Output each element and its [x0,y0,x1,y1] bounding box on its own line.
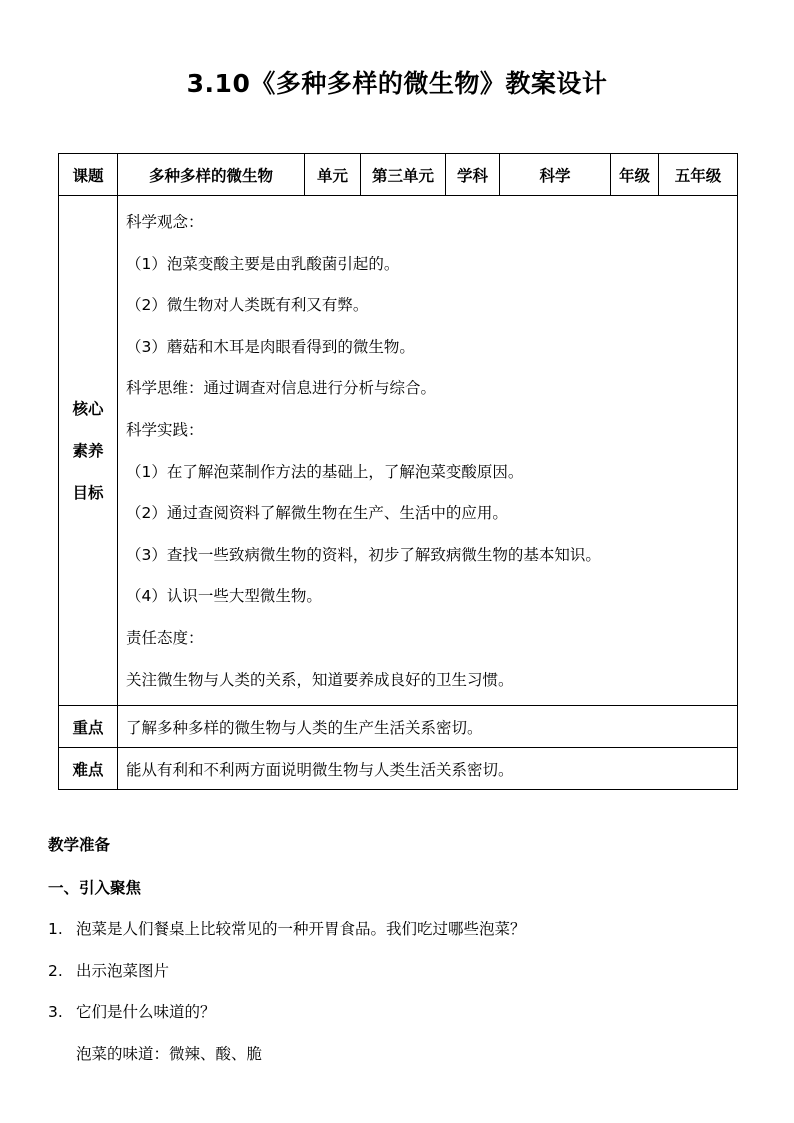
topic-value: 多种多样的微生物 [118,154,305,196]
goal-line: （2）微生物对人类既有利又有弊。 [126,296,369,315]
list-item [48,959,748,981]
key-point-label: 重点 [59,706,118,748]
subject-label: 学科 [446,154,500,196]
core-goals-label: 核心 素养 目标 [59,196,118,706]
core-goals-row [59,196,738,706]
list-text: 泡菜是人们餐桌上比较常见的一种开胃食品。我们吃过哪些泡菜？ [76,920,526,938]
list-number: 2. [48,962,63,980]
core-goals-content [118,196,738,706]
list-item [48,1000,748,1022]
key-point-text: 了解多种多样的微生物与人类的生产生活关系密切。 [118,706,738,748]
grade-value: 五年级 [659,154,738,196]
grade-label: 年级 [611,154,659,196]
subject-value: 科学 [500,154,611,196]
goal-line: 关注微生物与人类的关系，知道要养成良好的卫生习惯。 [126,670,514,689]
difficult-point-label: 难点 [59,748,118,790]
unit-label: 单元 [305,154,361,196]
table-header-row [59,154,738,196]
key-point-row [59,706,738,748]
unit-value: 第三单元 [361,154,446,196]
goal-line: 科学观念： [126,213,204,231]
goal-line: （3）蘑菇和木耳是肉眼看得到的微生物。 [126,337,415,356]
list-number: 3. [48,1003,63,1021]
document-title: 3.10《多种多样的微生物》教案设计 [186,69,608,98]
topic-label: 课题 [59,154,118,196]
goal-line: 科学思维：通过调查对信息进行分析与综合。 [126,379,437,398]
goal-line: （4）认识一些大型微生物。 [126,587,322,606]
difficult-point-text: 能从有利和不利两方面说明微生物与人类生活关系密切。 [118,748,738,790]
section-heading: 一、引入聚焦 [48,879,142,897]
goal-line: （2）通过查阅资料了解微生物在生产、生活中的应用。 [126,504,508,523]
goal-line: （1）在了解泡菜制作方法的基础上，了解泡菜变酸原因。 [126,462,524,481]
goal-line: （3）查找一些致病微生物的资料，初步了解致病微生物的基本知识。 [126,545,601,564]
list-item [48,917,748,939]
list-text: 出示泡菜图片 [76,962,170,980]
teaching-prep-heading: 教学准备 [48,836,111,854]
lesson-info-table [58,153,738,790]
goal-line: 责任态度： [126,628,204,647]
answer-text: 泡菜的味道：微辣、酸、脆 [76,1045,263,1063]
goal-line: （1）泡菜变酸主要是由乳酸菌引起的。 [126,254,400,273]
list-number: 1. [48,920,63,938]
goal-line: 科学实践： [126,420,204,439]
difficult-point-row [59,748,738,790]
list-text: 它们是什么味道的？ [76,1003,216,1021]
